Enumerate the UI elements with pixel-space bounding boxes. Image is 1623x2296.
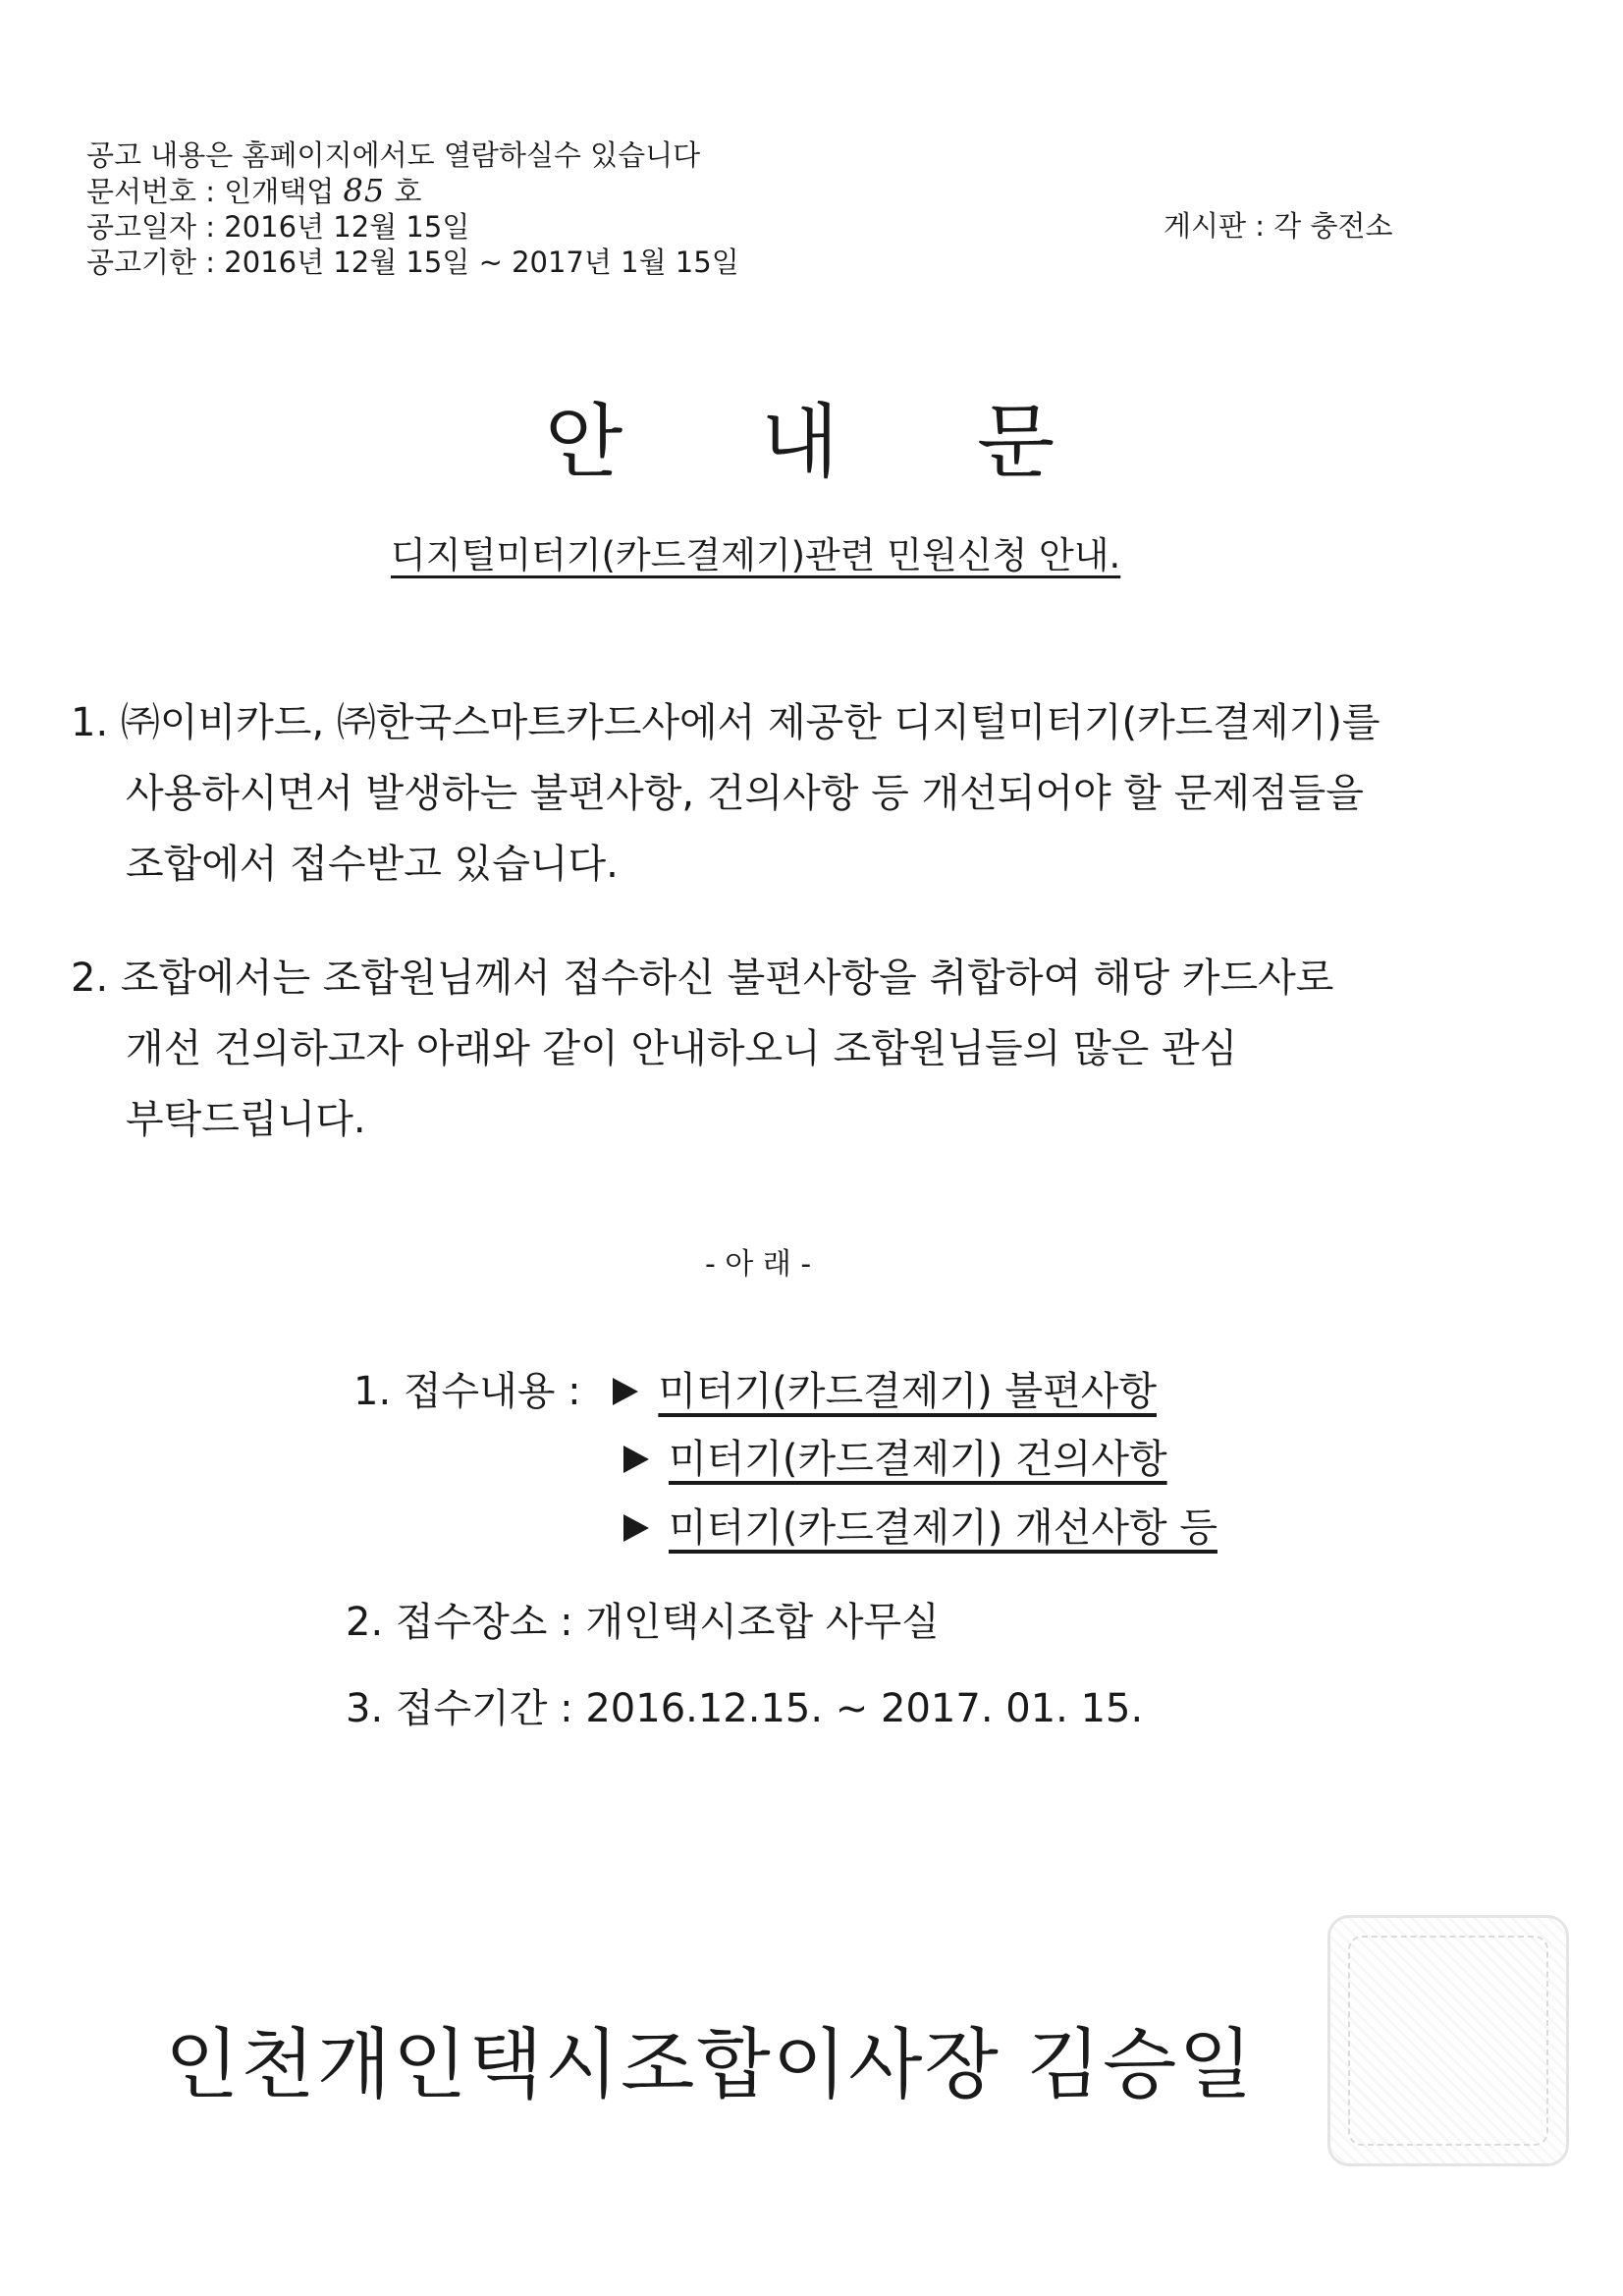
title-char-2: 내 <box>761 396 839 489</box>
document-number: 문서번호 : 인개택업 85 호 <box>86 172 422 209</box>
title-char-3: 문 <box>977 396 1055 489</box>
paragraph-line: 조합에서 접수받고 있습니다. <box>126 842 619 887</box>
paragraph-line: 사용하시면서 발생하는 불편사항, 건의사항 등 개선되어야 할 문제점들을 <box>126 771 1364 816</box>
receipt-content-row-2 <box>623 1428 1167 1484</box>
triangle-bullet-icon <box>623 1514 649 1542</box>
paragraph-line: 1. ㈜이비카드, ㈜한국스마트카드사에서 제공한 디지털미터기(카드결제기)를 <box>71 700 1380 745</box>
bulletin-board: 게시판 : 각 충전소 <box>1163 209 1393 243</box>
notice-header <box>86 137 739 280</box>
receipt-content-entry: 미터기(카드결제기) 개선사항 등 <box>669 1505 1217 1551</box>
triangle-bullet-icon <box>623 1446 649 1473</box>
signature-line: 인천개인택시조합이사장 김승일 <box>165 2021 1255 2109</box>
paragraph-2 <box>71 943 1333 1155</box>
receipt-content-entry: 미터기(카드결제기) 불편사항 <box>658 1369 1157 1414</box>
handwritten-doc-number: 85 <box>343 172 386 209</box>
homepage-notice: 공고 내용은 홈페이지에서도 열람하실수 있습니다 <box>86 138 701 172</box>
page-title <box>0 378 1623 489</box>
receipt-content-row-3 <box>623 1497 1217 1553</box>
paragraph-line: 2. 조합에서는 조합원님께서 접수하신 불편사항을 취합하여 해당 카드사로 <box>71 956 1334 1001</box>
triangle-bullet-icon <box>613 1378 638 1405</box>
receipt-content-row-1 <box>353 1360 1157 1416</box>
receipt-period: 3. 접수기간 : 2016.12.15. ~ 2017. 01. 15. <box>346 1686 1144 1731</box>
paragraph-line: 부탁드립니다. <box>126 1097 366 1142</box>
official-seal-stamp <box>1327 1915 1569 2166</box>
paragraph-line: 개선 건의하고자 아래와 같이 안내하오니 조합원님들의 많은 관심 <box>126 1026 1238 1071</box>
receipt-place: 2. 접수장소 : 개인택시조합 사무실 <box>346 1600 940 1645</box>
page-subtitle: 디지털미터기(카드결제기)관련 민원신청 안내. <box>391 534 1121 576</box>
notice-period: 공고기한 : 2016년 12월 15일 ~ 2017년 1월 15일 <box>86 246 739 279</box>
notice-date: 공고일자 : 2016년 12월 15일 <box>86 210 470 244</box>
receipt-content-label: 1. 접수내용 : <box>353 1369 581 1414</box>
seal-inner-border <box>1348 1936 1548 2146</box>
paragraph-1 <box>71 687 1380 900</box>
title-char-1: 안 <box>545 396 623 489</box>
below-marker: - 아 래 - <box>705 1247 812 1282</box>
receipt-content-entry: 미터기(카드결제기) 건의사항 <box>669 1437 1167 1482</box>
